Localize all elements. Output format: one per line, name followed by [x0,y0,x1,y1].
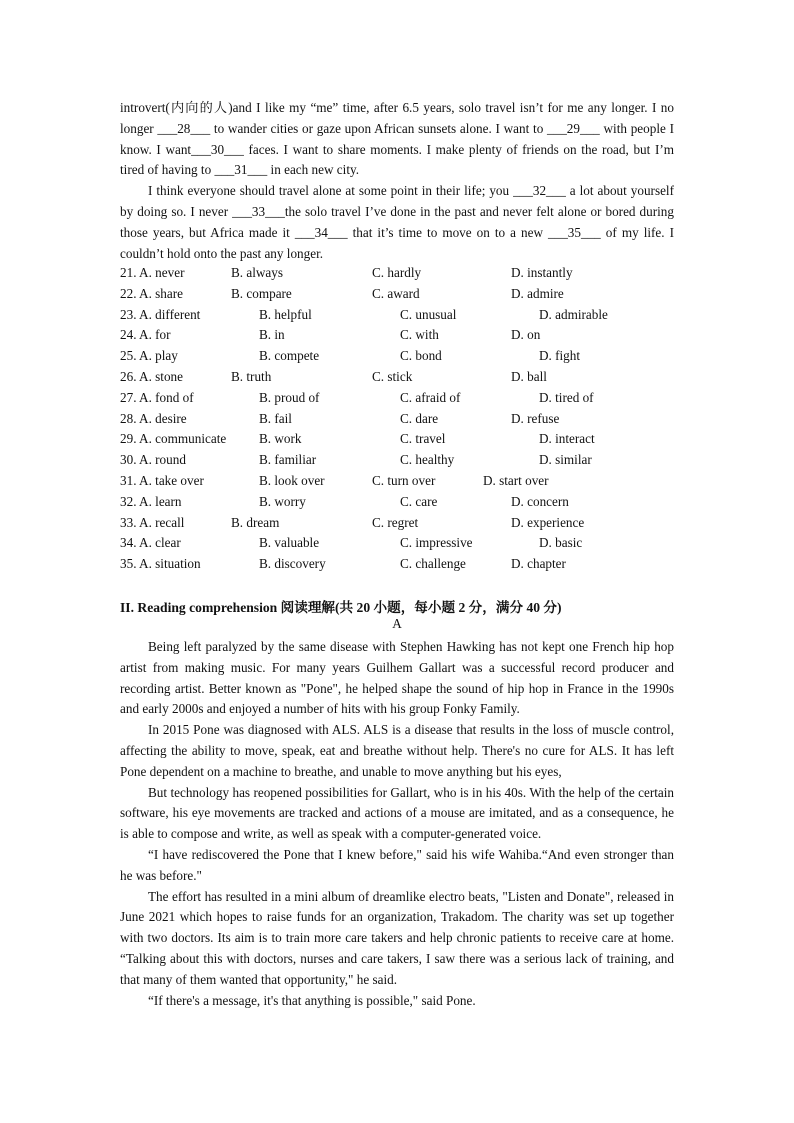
option-c: C. care [400,493,438,509]
option-d: D. admire [511,285,564,301]
option-row [120,409,680,430]
option-a: 28. A. desire [120,410,187,426]
option-a: 25. A. play [120,348,178,364]
option-b: B. compare [231,285,292,301]
option-b: B. in [259,327,285,343]
option-c: C. stick [372,368,413,384]
option-b: B. discovery [259,556,326,572]
option-a: 34. A. clear [120,535,181,551]
option-row [120,429,680,450]
option-b: B. work [259,431,302,447]
cloze-paragraph-2: I think everyone should travel alone at some point in their life; you ___32___ a lot about yourself by doing so. I never ___33___the solo travel I’ve done in the past and never felt alone or bored during those years, but Africa made it ___34___ that it’s time to move on to a new ___35___ of my life. I couldn’t hold onto the past any longer. [120,183,674,261]
reading-paragraph-3: But technology has reopened possibilities for Gallart, who is in his 40s. With the help of the certain software, his eye movements are tracked and actions of a mouse are imitated, and as a consequence, he is able to compose and write, as well as speak with a computer-generated voice. [120,784,674,842]
option-row [120,325,680,346]
option-d: D. start over [483,472,549,488]
option-b: B. dream [231,514,280,530]
option-d: D. experience [511,514,585,530]
option-a: 35. A. situation [120,556,201,572]
option-c: C. turn over [372,472,436,488]
reading-paragraph-4: “I have rediscovered the Pone that I knew before," said his wife Wahiba.“And even stronger than he was before." [120,846,674,883]
option-c: C. afraid of [400,389,461,405]
option-d: D. interact [539,431,595,447]
option-d: D. chapter [511,556,566,572]
option-row [120,263,680,284]
option-c: C. bond [400,348,442,364]
option-d: D. concern [511,493,569,509]
option-c: C. healthy [400,452,455,468]
option-b: B. proud of [259,389,320,405]
cloze-passage [120,98,674,264]
option-row [120,284,680,305]
option-c: C. regret [372,514,419,530]
option-a: 33. A. recall [120,514,185,530]
option-row [120,513,680,534]
option-row [120,492,680,513]
reading-passage [120,637,674,1011]
option-a: 22. A. share [120,285,183,301]
option-a: 27. A. fond of [120,389,194,405]
option-c: C. with [400,327,439,343]
option-d: D. ball [511,368,547,384]
reading-paragraph-2: In 2015 Pone was diagnosed with ALS. ALS is a disease that results in the loss of muscle control, affecting the ability to move, speak, eat and breathe without help. There's no cure for ALS. It has left Pone dependent on a machine to breathe, and unable to move anything but his eyes, [120,722,674,779]
option-b: B. helpful [259,306,312,322]
option-a: 26. A. stone [120,368,184,384]
option-row [120,367,680,388]
option-c: C. dare [400,410,439,426]
option-d: D. admirable [539,306,608,322]
option-a: 32. A. learn [120,493,182,509]
option-d: D. instantly [511,265,573,280]
section-title: II. Reading comprehension 阅读理解(共 20 小题，每小题 2 分，满分 40 分) [120,600,562,615]
option-row [120,471,680,492]
option-row [120,533,680,554]
option-a: 31. A. take over [120,472,204,488]
option-b: B. truth [231,368,272,384]
reading-paragraph-5: The effort has resulted in a mini album of dreamlike electro beats, "Listen and Donate", released in June 2021 which hopes to raise funds for an organization, Trakadom. The charity was set up together with two doctors. Its aim is to train more care takers and help chronic patients to receive care at home. “Talking about this with doctors, nurses and care takers, I saw there was a serious lack of training, and that many of them wanted that opportunity," he said. [120,888,674,987]
option-a: 23. A. different [120,306,201,322]
passage-label: A [392,616,402,631]
option-c: C. impressive [400,535,473,551]
option-row [120,346,680,367]
option-d: D. similar [539,452,592,468]
option-d: D. tired of [539,389,594,405]
option-b: B. always [231,265,284,280]
option-a: 30. A. round [120,452,186,468]
option-d: D. fight [539,348,581,364]
option-a: 21. A. never [120,265,185,280]
option-b: B. fail [259,410,292,426]
option-row [120,305,680,326]
option-b: B. look over [259,472,325,488]
option-d: D. basic [539,535,583,551]
option-d: D. on [511,327,541,343]
option-c: C. hardly [372,265,422,280]
option-b: B. familiar [259,452,317,468]
option-c: C. travel [400,431,446,447]
option-a: 24. A. for [120,327,171,343]
option-row [120,450,680,471]
cloze-paragraph-1: introvert(内向的人)and I like my “me” time, after 6.5 years, solo travel isn’t for me any longer. I no longer ___28___ to wander cities or gaze upon African sunsets alone. I want to ___29___ with people I know. I want___30___ faces. I want to share moments. I make plenty of friends on the road, but I’m tired of having to ___31___ in each new city. [120,100,674,178]
option-a: 29. A. communicate [120,431,227,447]
reading-paragraph-6: “If there's a message, it's that anything is possible," said Pone. [148,992,476,1008]
option-c: C. challenge [400,556,466,572]
option-b: B. worry [259,493,306,509]
option-row [120,388,680,409]
option-d: D. refuse [511,410,560,426]
option-c: C. award [372,285,420,301]
reading-paragraph-1: Being left paralyzed by the same disease with Stephen Hawking has not kept one French hip hop artist from making music. For many years Guilhem Gallart was a successful record producer and recording artist. Better known as "Pone", he helped shape the sound of hip hop in France in the 1990s and early 2000s and enjoyed a number of hits with his group Fonky Family. [120,639,674,717]
option-b: B. valuable [259,535,320,551]
option-c: C. unusual [400,306,457,322]
option-b: B. compete [259,348,320,364]
option-row [120,554,680,575]
options-list [120,263,680,575]
